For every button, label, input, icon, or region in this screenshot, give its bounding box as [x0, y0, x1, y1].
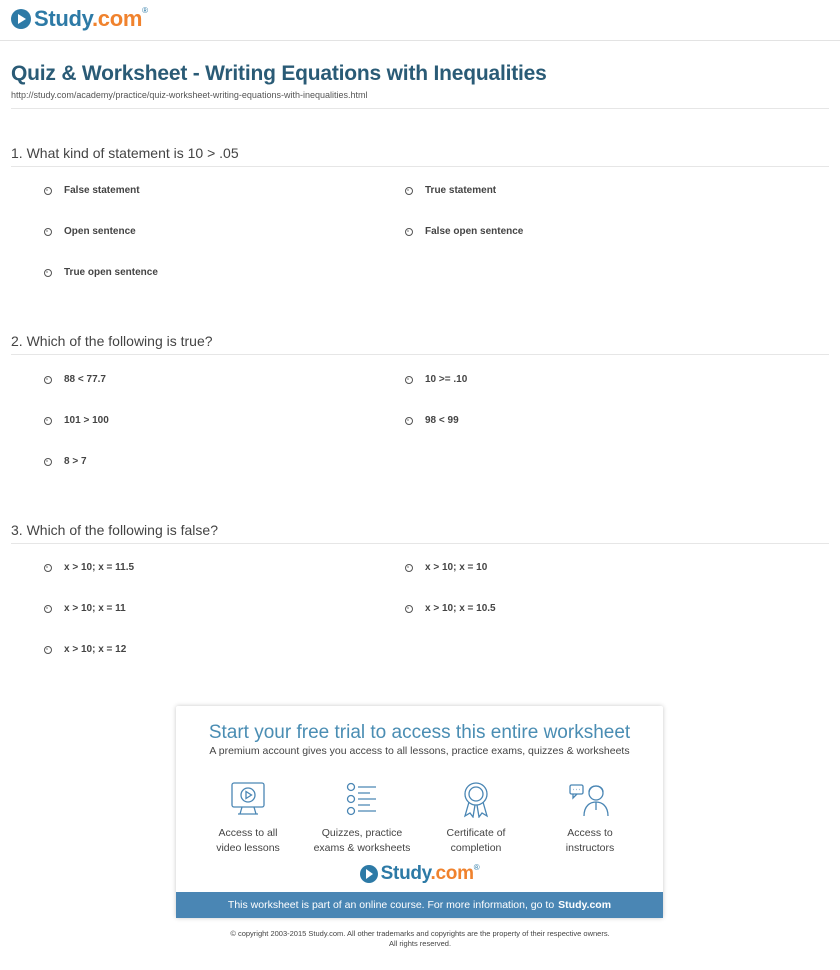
logo-wordmark: Study.com®: [380, 863, 480, 884]
radio-button[interactable]: [405, 376, 413, 384]
play-logo-icon: [360, 865, 378, 883]
worksheet-title: Quiz & Worksheet - Writing Equations with Inequalities: [11, 62, 547, 85]
radio-button[interactable]: [44, 646, 52, 654]
answer-option[interactable]: [405, 603, 496, 614]
feature-quizzes: [302, 780, 422, 856]
option-label: x > 10; x = 11.5: [64, 562, 135, 573]
option-label: Open sentence: [64, 226, 136, 237]
study-link[interactable]: Study.com: [558, 899, 612, 911]
answer-option[interactable]: [405, 374, 467, 385]
answer-option[interactable]: [405, 185, 496, 196]
feature-label: Certificate of completion: [446, 827, 506, 854]
answer-option[interactable]: [44, 456, 87, 467]
copyright-line: All rights reserved.: [388, 939, 452, 948]
promo-info-bar: [176, 892, 663, 918]
feature-label: Access to all video lessons: [216, 827, 280, 854]
worksheet-url: http://study.com/academy/practice/quiz-worksheet-writing-equations-with-inequalities.html: [11, 90, 368, 100]
radio-button[interactable]: [44, 269, 52, 277]
option-label: 8 > 7: [64, 456, 87, 467]
answer-option[interactable]: [44, 562, 134, 573]
answer-option[interactable]: [405, 226, 523, 237]
video-lesson-icon: [228, 780, 268, 818]
option-label: 98 < 99: [425, 415, 459, 426]
promo-title[interactable]: Start your free trial to access this entire worksheet: [208, 722, 631, 743]
answer-option[interactable]: [44, 374, 106, 385]
question-2: 2. Which of the following is true?: [11, 333, 213, 349]
feature-label: Quizzes, practice exams & worksheets: [313, 827, 411, 854]
option-label: x > 10; x = 12: [64, 644, 127, 655]
option-label: False open sentence: [425, 226, 524, 237]
promo-subtitle: A premium account gives you access to all lessons, practice exams, quizzes & worksheets: [209, 745, 630, 757]
answer-option[interactable]: [405, 415, 459, 426]
answer-option[interactable]: [44, 603, 126, 614]
radio-button[interactable]: [405, 605, 413, 613]
radio-button[interactable]: [44, 187, 52, 195]
option-label: x > 10; x = 10: [425, 562, 488, 573]
study-logo[interactable]: [11, 6, 148, 32]
title-divider: [11, 108, 829, 109]
answer-option[interactable]: [44, 267, 158, 278]
radio-button[interactable]: [405, 564, 413, 572]
option-label: True statement: [425, 185, 497, 196]
radio-button[interactable]: [405, 228, 413, 236]
promo-bar-text: This worksheet is part of an online course. For more information, go to: [227, 899, 555, 911]
promo-study-logo[interactable]: [176, 863, 663, 885]
question-2-divider: [11, 354, 829, 355]
logo-wordmark: Study.com®: [34, 6, 148, 31]
radio-button[interactable]: [44, 376, 52, 384]
option-label: False statement: [64, 185, 140, 196]
radio-button[interactable]: [44, 458, 52, 466]
feature-instructors: [530, 780, 650, 856]
feature-video-lessons: [188, 780, 308, 856]
question-3-divider: [11, 543, 829, 544]
option-label: x > 10; x = 10.5: [425, 603, 496, 614]
radio-button[interactable]: [44, 605, 52, 613]
certificate-ribbon-icon: [456, 780, 496, 818]
feature-label: Access to instructors: [565, 827, 615, 854]
option-label: 10 >= .10: [425, 374, 468, 385]
header-divider: [0, 40, 840, 41]
option-label: True open sentence: [64, 267, 158, 278]
radio-button[interactable]: [405, 187, 413, 195]
radio-button[interactable]: [44, 228, 52, 236]
answer-option[interactable]: [44, 226, 136, 237]
feature-certificate: [416, 780, 536, 856]
radio-button[interactable]: [405, 417, 413, 425]
instructor-icon: [568, 780, 612, 818]
copyright-notice: [0, 929, 840, 949]
radio-button[interactable]: [44, 564, 52, 572]
copyright-line: © copyright 2003-2015 Study.com. All other trademarks and copyrights are the property of their respective owners.: [230, 929, 610, 938]
option-label: 101 > 100: [64, 415, 109, 426]
premium-promo-box: [176, 706, 663, 918]
quiz-list-icon: [342, 780, 382, 818]
option-label: x > 10; x = 11: [64, 603, 126, 614]
radio-button[interactable]: [44, 417, 52, 425]
question-1-divider: [11, 166, 829, 167]
question-3: 3. Which of the following is false?: [11, 522, 218, 538]
answer-option[interactable]: [44, 415, 109, 426]
answer-option[interactable]: [405, 562, 487, 573]
play-logo-icon: [11, 9, 31, 29]
question-1: 1. What kind of statement is 10 > .05: [11, 145, 239, 161]
answer-option[interactable]: [44, 644, 126, 655]
answer-option[interactable]: [44, 185, 140, 196]
option-label: 88 < 77.7: [64, 374, 106, 385]
